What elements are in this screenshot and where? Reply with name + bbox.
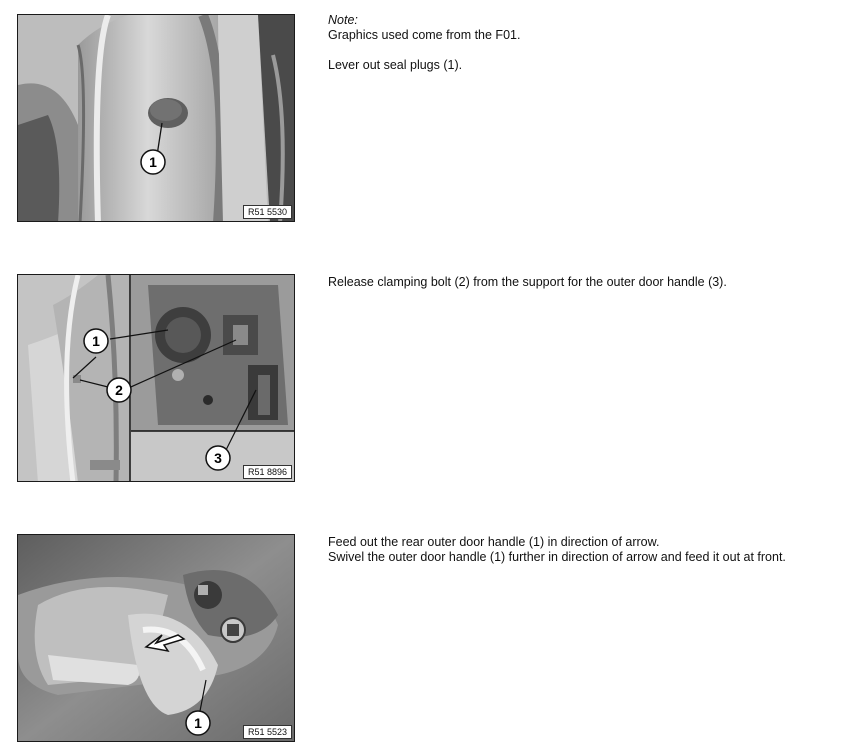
instruction-lever-out: Lever out seal plugs (1). <box>328 58 463 72</box>
door-seal-plug-illustration <box>18 15 295 222</box>
instruction-feed-out: Feed out the rear outer door handle (1) in direction of arrow. <box>328 535 660 549</box>
callout-1: 1 <box>149 154 157 170</box>
figure-clamping-bolt <box>17 274 295 482</box>
figure-door-handle <box>17 534 295 742</box>
figure-id-label: R51 5530 <box>243 205 292 219</box>
instruction-swivel: Swivel the outer door handle (1) further in direction of arrow and feed it out at front. <box>328 550 786 564</box>
note-text: Graphics used come from the F01. <box>328 28 521 42</box>
callout-1: 1 <box>194 715 202 731</box>
figure-id-label: R51 8896 <box>243 465 292 479</box>
clamping-bolt-illustration <box>18 275 295 482</box>
step-2-text <box>328 275 843 290</box>
callout-1: 1 <box>92 333 100 349</box>
instruction-release-bolt: Release clamping bolt (2) from the support for the outer door handle (3). <box>328 275 727 289</box>
callout-3: 3 <box>214 450 222 466</box>
step-1-text <box>328 13 843 73</box>
callout-2: 2 <box>115 382 123 398</box>
figure-seal-plugs <box>17 14 295 222</box>
step-3-text <box>328 535 843 565</box>
door-handle-illustration <box>18 535 295 742</box>
note-label: Note: <box>328 13 358 27</box>
figure-id-label: R51 5523 <box>243 725 292 739</box>
